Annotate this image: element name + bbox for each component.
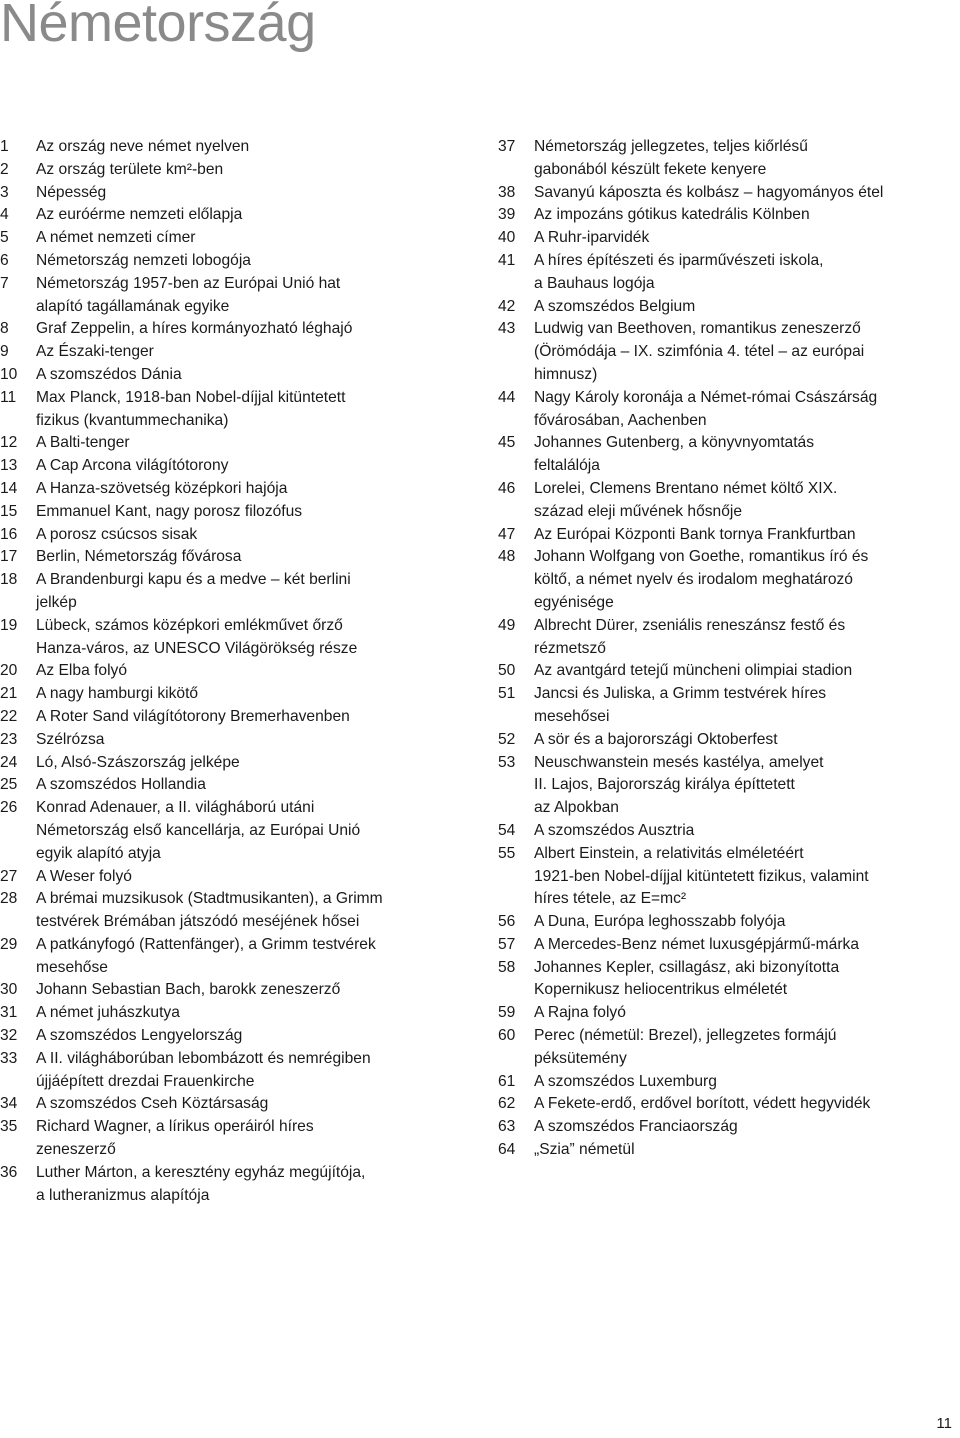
legend-item-text [36, 432, 470, 455]
legend-item-text [36, 1025, 470, 1048]
legend-item-number: 23 [0, 730, 18, 748]
legend-item-line: A német juhászkutya [36, 1004, 180, 1022]
legend-item-line: A Fekete-erdő, erdővel borított, védett hegyvidék [534, 1095, 871, 1113]
legend-item-number: 40 [498, 229, 516, 247]
legend-item-line: A szomszédos Ausztria [534, 821, 695, 839]
legend-item-text [36, 455, 470, 478]
legend-item-line: fővárosában, Aachenben [534, 411, 707, 429]
legend-item [498, 432, 938, 478]
legend-item-line: A brémai muzsikusok (Stadtmusikanten), a Grimm [36, 890, 383, 908]
legend-item [0, 752, 470, 775]
legend-item-text [36, 752, 470, 775]
legend-item-number: 51 [498, 685, 516, 703]
legend-item-line: A Weser folyó [36, 867, 132, 885]
legend-item-text [534, 250, 938, 296]
legend-item [498, 182, 938, 205]
legend-item-line: egyénisége [534, 593, 614, 611]
legend-item-text [534, 478, 938, 524]
legend-item-text [36, 706, 470, 729]
legend-item-number: 7 [0, 274, 9, 292]
legend-item-line: Albrecht Dürer, zseniális reneszánsz festő és [534, 616, 846, 634]
legend-item-line: gabonából készült fekete kenyere [534, 160, 767, 178]
legend-item-text [534, 1093, 938, 1116]
legend-item-text [534, 1116, 938, 1139]
legend-item-line: feltalálója [534, 457, 600, 475]
legend-item-line: Németország első kancellárja, az Európai Unió [36, 821, 361, 839]
legend-item-line: Emmanuel Kant, nagy porosz filozófus [36, 502, 303, 520]
legend-item [0, 318, 470, 341]
legend-item-line: Savanyú káposzta és kolbász – hagyományos étel [534, 183, 884, 201]
legend-item-text [36, 364, 470, 387]
legend-item [498, 729, 938, 752]
legend-item-line: Albert Einstein, a relativitás elméletéért [534, 844, 804, 862]
legend-item-number: 42 [498, 297, 516, 315]
legend-item-line: mesehőse [36, 958, 108, 976]
legend-item [0, 341, 470, 364]
legend-item-number: 35 [0, 1118, 18, 1136]
legend-item-text [534, 934, 938, 957]
legend-item-text [36, 660, 470, 683]
legend-item-line: Az Európai Központi Bank tornya Frankfurtban [534, 525, 856, 543]
legend-item [498, 227, 938, 250]
legend-list-left [0, 136, 470, 1207]
legend-item-number: 22 [0, 707, 18, 725]
legend-item-text [534, 752, 938, 820]
legend-item-number: 41 [498, 251, 516, 269]
legend-item [498, 843, 938, 911]
legend-item-number: 29 [0, 935, 18, 953]
legend-item-number: 24 [0, 753, 18, 771]
legend-item-number: 39 [498, 206, 516, 224]
legend-item-number: 61 [498, 1072, 516, 1090]
legend-item-line: A Mercedes-Benz német luxusgépjármű-márka [534, 935, 860, 953]
legend-item [498, 250, 938, 296]
legend-item-line: Jancsi és Juliska, a Grimm testvérek híres [534, 685, 827, 703]
legend-item [498, 911, 938, 934]
legend-item-number: 48 [498, 548, 516, 566]
legend-item-number: 31 [0, 1004, 18, 1022]
legend-item-line: A híres építészeti és iparművészeti iskola, [534, 251, 824, 269]
legend-item-line: Luther Márton, a keresztény egyház megújítója, [36, 1163, 366, 1181]
legend-item-number: 60 [498, 1027, 516, 1045]
legend-item-text [534, 227, 938, 250]
legend-item [0, 524, 470, 547]
legend-list-right [498, 136, 938, 1162]
legend-item-number: 15 [0, 502, 18, 520]
legend-item-number: 55 [498, 844, 516, 862]
legend-item-line: zeneszerző [36, 1141, 116, 1159]
legend-item-number: 52 [498, 730, 516, 748]
legend-item-number: 44 [498, 388, 516, 406]
legend-item [498, 1071, 938, 1094]
legend-item [0, 706, 470, 729]
legend-item-line: Max Planck, 1918-ban Nobel-díjjal kitüntetett [36, 388, 346, 406]
legend-item [0, 273, 470, 319]
legend-item-line: „Szia” németül [534, 1141, 635, 1159]
legend-item-number: 49 [498, 616, 516, 634]
legend-item-text [36, 136, 470, 159]
legend-item [498, 660, 938, 683]
legend-item-text [534, 911, 938, 934]
legend-item-line: jelkép [36, 593, 77, 611]
legend-item-number: 37 [498, 138, 516, 155]
legend-item-line: Kopernikusz heliocentrikus elméletét [534, 981, 788, 999]
legend-item-number: 45 [498, 434, 516, 452]
legend-item-number: 4 [0, 206, 9, 224]
legend-item [0, 159, 470, 182]
legend-item-line: az Alpokban [534, 799, 619, 817]
legend-item [0, 387, 470, 433]
legend-item-line: A Roter Sand világítótorony Bremerhavenben [36, 707, 350, 725]
legend-item-number: 2 [0, 160, 9, 178]
legend-item-number: 62 [498, 1095, 516, 1113]
legend-item-text [36, 888, 470, 934]
legend-item-text [36, 1093, 470, 1116]
legend-item [498, 957, 938, 1003]
legend-item-line: Németország 1957-ben az Európai Unió hat [36, 274, 341, 292]
legend-item [498, 1002, 938, 1025]
legend-item [0, 774, 470, 797]
legend-item-number: 10 [0, 365, 18, 383]
legend-item-number: 34 [0, 1095, 18, 1113]
legend-item [498, 1025, 938, 1071]
legend-item-text [36, 683, 470, 706]
legend-item-line: Richard Wagner, a lírikus operáiról híres [36, 1118, 314, 1136]
legend-item-text [36, 227, 470, 250]
legend-item-text [534, 1002, 938, 1025]
legend-item [0, 866, 470, 889]
legend-item [0, 227, 470, 250]
legend-item-number: 32 [0, 1027, 18, 1045]
legend-item-line: himnusz) [534, 365, 598, 383]
legend-item [0, 455, 470, 478]
legend-item-text [36, 273, 470, 319]
legend-item [0, 729, 470, 752]
legend-item-text [534, 957, 938, 1003]
legend-item-number: 36 [0, 1163, 18, 1181]
legend-item-number: 27 [0, 867, 18, 885]
legend-item-line: híres tétele, az E=mc² [534, 890, 687, 908]
legend-item-line: rézmetsző [534, 639, 606, 657]
legend-item-text [534, 660, 938, 683]
legend-item-text [534, 204, 938, 227]
legend-item-line: Johannes Kepler, csillagász, aki bizonyította [534, 958, 840, 976]
legend-item-text [36, 774, 470, 797]
legend-item-line: testvérek Brémában játszódó meséjének hősei [36, 913, 360, 931]
legend-item-text [534, 1071, 938, 1094]
legend-item-number: 1 [0, 138, 9, 155]
legend-item [0, 660, 470, 683]
legend-item [0, 182, 470, 205]
legend-item-line: Ludwig van Beethoven, romantikus zeneszerző [534, 320, 861, 338]
legend-item-text [36, 615, 470, 661]
legend-item [498, 524, 938, 547]
legend-item-text [534, 1025, 938, 1071]
legend-item-line: 1921-ben Nobel-díjjal kitüntetett fizikus, valamint [534, 867, 869, 885]
legend-item-text [534, 182, 938, 205]
legend-item [0, 683, 470, 706]
legend-item-number: 5 [0, 229, 9, 247]
legend-item-line: a Bauhaus logója [534, 274, 655, 292]
legend-item [498, 546, 938, 614]
legend-item-text [36, 1002, 470, 1025]
legend-item [0, 501, 470, 524]
legend-item-number: 12 [0, 434, 18, 452]
legend-item-line: mesehősei [534, 707, 610, 725]
legend-item [498, 1116, 938, 1139]
legend-item [498, 1139, 938, 1162]
legend-item-text [36, 866, 470, 889]
legend-item-number: 8 [0, 320, 9, 338]
legend-item-line: A Duna, Európa leghosszabb folyója [534, 913, 786, 931]
legend-item-line: Berlin, Németország fővárosa [36, 548, 242, 566]
legend-item [0, 136, 470, 159]
legend-item-text [36, 797, 470, 865]
legend-item-text [534, 318, 938, 386]
legend-item-line: A Rajna folyó [534, 1004, 626, 1022]
legend-item-number: 18 [0, 571, 18, 589]
legend-item-text [534, 524, 938, 547]
legend-item [498, 296, 938, 319]
legend-item-number: 14 [0, 479, 18, 497]
legend-item [498, 934, 938, 957]
legend-item-text [534, 615, 938, 661]
legend-item-line: A Brandenburgi kapu és a medve – két berlini [36, 571, 351, 589]
legend-item-number: 16 [0, 525, 18, 543]
legend-item-number: 17 [0, 548, 18, 566]
legend-item-text [534, 843, 938, 911]
legend-item-line: A német nemzeti címer [36, 229, 196, 247]
legend-item-number: 19 [0, 616, 18, 634]
legend-item-line: A Ruhr-iparvidék [534, 229, 650, 247]
legend-item-text [36, 569, 470, 615]
legend-item-number: 21 [0, 685, 18, 703]
legend-item-line: Az ország neve német nyelven [36, 138, 250, 155]
legend-item-line: II. Lajos, Bajorország királya építtetett [534, 776, 795, 794]
legend-item-line: újjáépített drezdai Frauenkirche [36, 1072, 255, 1090]
legend-item-line: A Hanza-szövetség középkori hajója [36, 479, 288, 497]
legend-item-text [36, 250, 470, 273]
legend-item-line: Népesség [36, 183, 107, 201]
legend-item [0, 204, 470, 227]
legend-item [0, 1025, 470, 1048]
legend-item [0, 250, 470, 273]
legend-item-line: Johann Wolfgang von Goethe, romantikus író és [534, 548, 869, 566]
legend-item-line: Nagy Károly koronája a Német-római Császárság [534, 388, 878, 406]
legend-item-line: A szomszédos Franciaország [534, 1118, 738, 1136]
legend-item-number: 46 [498, 479, 516, 497]
legend-item-line: A szomszédos Belgium [534, 297, 696, 315]
legend-item-line: Lübeck, számos középkori emlékművet őrző [36, 616, 343, 634]
legend-item [498, 683, 938, 729]
legend-item-text [36, 387, 470, 433]
legend-item [498, 752, 938, 820]
legend-item-line: Az avantgárd tetejű müncheni olimpiai stadion [534, 662, 853, 680]
legend-item-number: 25 [0, 776, 18, 794]
legend-item-line: Hanza-város, az UNESCO Világörökség része [36, 639, 358, 657]
legend-item-line: Az euróérme nemzeti előlapja [36, 206, 243, 224]
legend-item-line: Johannes Gutenberg, a könyvnyomtatás [534, 434, 814, 452]
legend-item-line: péksütemény [534, 1049, 627, 1067]
legend-item-text [36, 501, 470, 524]
legend-item-line: fizikus (kvantummechanika) [36, 411, 229, 429]
legend-item-line: A II. világháborúban lebombázott és nemrégiben [36, 1049, 371, 1067]
legend-item [498, 387, 938, 433]
legend-item-text [36, 934, 470, 980]
legend-item-line: költő, a német nyelv és irodalom meghatározó [534, 571, 853, 589]
legend-item [498, 136, 938, 182]
legend-item-text [36, 979, 470, 1002]
legend-item [0, 1162, 470, 1208]
legend-item-line: Szélrózsa [36, 730, 105, 748]
page-title: Németország [0, 0, 316, 53]
legend-item-number: 26 [0, 799, 18, 817]
legend-item-text [36, 1162, 470, 1208]
legend-item-number: 9 [0, 343, 9, 361]
legend-item-line: A nagy hamburgi kikötő [36, 685, 199, 703]
legend-item [0, 569, 470, 615]
legend-item-text [534, 296, 938, 319]
legend-item [498, 1093, 938, 1116]
legend-item-text [36, 1116, 470, 1162]
legend-item [0, 478, 470, 501]
legend-item-text [534, 432, 938, 478]
legend-item-number: 53 [498, 753, 516, 771]
legend-item-line: a lutheranizmus alapítója [36, 1186, 210, 1204]
legend-item-line: Perec (németül: Brezel), jellegzetes formájú [534, 1027, 837, 1045]
legend-item-line: Johann Sebastian Bach, barokk zeneszerző [36, 981, 341, 999]
legend-item [0, 364, 470, 387]
legend-item-number: 59 [498, 1004, 516, 1022]
legend-item-number: 20 [0, 662, 18, 680]
legend-item-line: A szomszédos Hollandia [36, 776, 206, 794]
legend-item-text [534, 387, 938, 433]
legend-item [498, 615, 938, 661]
legend-item-text [534, 729, 938, 752]
legend-item [0, 1002, 470, 1025]
legend-item-number: 6 [0, 251, 9, 269]
legend-item-text [36, 341, 470, 364]
legend-item [0, 1048, 470, 1094]
legend-item-line: Lorelei, Clemens Brentano német költő XIX. [534, 479, 838, 497]
legend-item-text [36, 182, 470, 205]
legend-item [498, 820, 938, 843]
legend-item-number: 43 [498, 320, 516, 338]
legend-item-line: A szomszédos Cseh Köztársaság [36, 1095, 269, 1113]
legend-item-number: 58 [498, 958, 516, 976]
legend-item-line: A Cap Arcona világítótorony [36, 457, 229, 475]
legend-item-number: 11 [0, 388, 17, 406]
legend-item-line: század eleji művének hősnője [534, 502, 743, 520]
legend-item-text [534, 136, 938, 182]
legend-item-number: 47 [498, 525, 516, 543]
legend-item-line: Neuschwanstein mesés kastélya, amelyet [534, 753, 824, 771]
legend-item-text [36, 1048, 470, 1094]
legend-item-line: Ló, Alsó-Szászország jelképe [36, 753, 240, 771]
legend-item-number: 3 [0, 183, 9, 201]
legend-item-line: A Balti-tenger [36, 434, 130, 452]
legend-item-line: alapító tagállamának egyike [36, 297, 230, 315]
legend-item-line: A patkányfogó (Rattenfänger), a Grimm testvérek [36, 935, 376, 953]
legend-item-number: 63 [498, 1118, 516, 1136]
legend-item-number: 38 [498, 183, 516, 201]
legend-item [0, 979, 470, 1002]
legend-item-line: egyik alapító atyja [36, 844, 161, 862]
legend-item-number: 30 [0, 981, 18, 999]
legend-item-text [36, 524, 470, 547]
legend-item-number: 50 [498, 662, 516, 680]
legend-item [0, 546, 470, 569]
legend-item [498, 318, 938, 386]
legend-item [498, 478, 938, 524]
legend-item [0, 1116, 470, 1162]
legend-item-line: (Örömódája – IX. szimfónia 4. tétel – az európai [534, 343, 865, 361]
legend-item-line: A sör és a bajorországi Oktoberfest [534, 730, 778, 748]
legend-item-line: A szomszédos Dánia [36, 365, 182, 383]
legend-item [0, 1093, 470, 1116]
legend-item-number: 57 [498, 935, 516, 953]
legend-item-line: Az ország területe km²-ben [36, 160, 224, 178]
legend-item-line: Az Elba folyó [36, 662, 128, 680]
legend-item-line: Németország nemzeti lobogója [36, 251, 251, 269]
legend-item-text [534, 820, 938, 843]
legend-item-number: 28 [0, 890, 18, 908]
legend-item-text [36, 159, 470, 182]
legend-item-text [36, 204, 470, 227]
legend-item [0, 615, 470, 661]
legend-item-line: Az Északi-tenger [36, 343, 154, 361]
legend-item [498, 204, 938, 227]
legend-item-line: A porosz csúcsos sisak [36, 525, 198, 543]
page-number: 11 [936, 1415, 952, 1432]
legend-item-line: Az impozáns gótikus katedrális Kölnben [534, 206, 810, 224]
legend-item-line: Graf Zeppelin, a híres kormányozható léghajó [36, 320, 353, 338]
legend-item-text [36, 478, 470, 501]
legend-item-line: A szomszédos Luxemburg [534, 1072, 717, 1090]
legend-item [0, 934, 470, 980]
legend-item-text [36, 729, 470, 752]
legend-item-number: 33 [0, 1049, 18, 1067]
legend-item-number: 64 [498, 1141, 516, 1159]
legend-item-text [534, 683, 938, 729]
legend-item-number: 56 [498, 913, 516, 931]
legend-item-text [534, 546, 938, 614]
legend-item-text [36, 546, 470, 569]
legend-item [0, 432, 470, 455]
legend-item-number: 13 [0, 457, 18, 475]
legend-item-line: Konrad Adenauer, a II. világháború utáni [36, 799, 315, 817]
legend-item-line: Németország jellegzetes, teljes kiőrlésű [534, 138, 808, 155]
legend-item-text [534, 1139, 938, 1162]
legend-item-line: A szomszédos Lengyelország [36, 1027, 243, 1045]
legend-item [0, 797, 470, 865]
legend-item-text [36, 318, 470, 341]
legend-item [0, 888, 470, 934]
legend-item-number: 54 [498, 821, 516, 839]
